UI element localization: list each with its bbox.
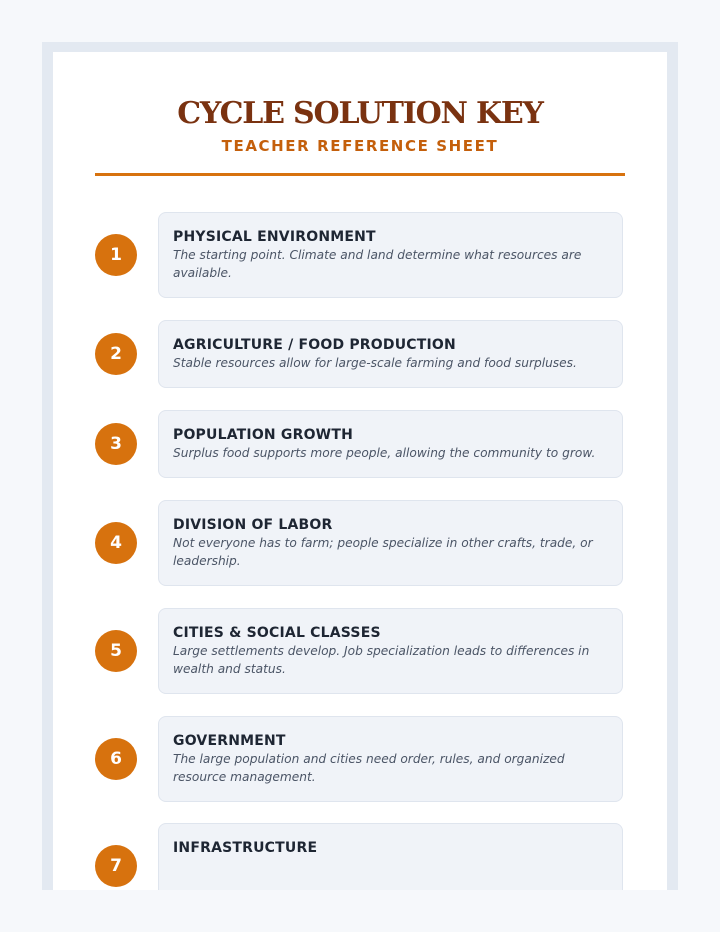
step-card: [158, 320, 623, 388]
step-number-badge: 5: [95, 630, 137, 672]
step-title: POPULATION GROWTH: [173, 427, 353, 443]
step-title: DIVISION OF LABOR: [173, 517, 333, 533]
step-description: The large population and cities need order, rules, and organized resource management.: [173, 752, 565, 784]
step-description: Surplus food supports more people, allowing the community to grow.: [173, 446, 596, 460]
page-subtitle: TEACHER REFERENCE SHEET: [221, 137, 499, 155]
step-description: The starting point. Climate and land determine what resources are available.: [173, 248, 582, 280]
step-title: GOVERNMENT: [173, 733, 286, 749]
step-title: PHYSICAL ENVIRONMENT: [173, 229, 376, 245]
step-title: AGRICULTURE / FOOD PRODUCTION: [173, 337, 456, 353]
step-title: CITIES & SOCIAL CLASSES: [173, 625, 381, 641]
step-number-badge: 1: [95, 234, 137, 276]
step-number-badge: 6: [95, 738, 137, 780]
step-card: [158, 500, 623, 586]
step-title: INFRASTRUCTURE: [173, 840, 318, 856]
step-number-badge: 7: [95, 845, 137, 887]
step-card: [158, 823, 623, 890]
step-card: [158, 716, 623, 802]
step-number-badge: 3: [95, 423, 137, 465]
step-description: Stable resources allow for large-scale farming and food surpluses.: [173, 356, 577, 370]
page-title: CYCLE SOLUTION KEY: [177, 96, 543, 131]
step-description: Not everyone has to farm; people specialize in other crafts, trade, or leadership.: [173, 536, 593, 568]
step-card: [158, 608, 623, 694]
step-card: [158, 410, 623, 478]
step-card: [158, 212, 623, 298]
step-number-badge: 2: [95, 333, 137, 375]
header-divider: [95, 173, 625, 176]
step-number-badge: 4: [95, 522, 137, 564]
step-description: Large settlements develop. Job specialization leads to differences in wealth and status.: [173, 644, 590, 676]
reference-sheet: [53, 52, 667, 890]
